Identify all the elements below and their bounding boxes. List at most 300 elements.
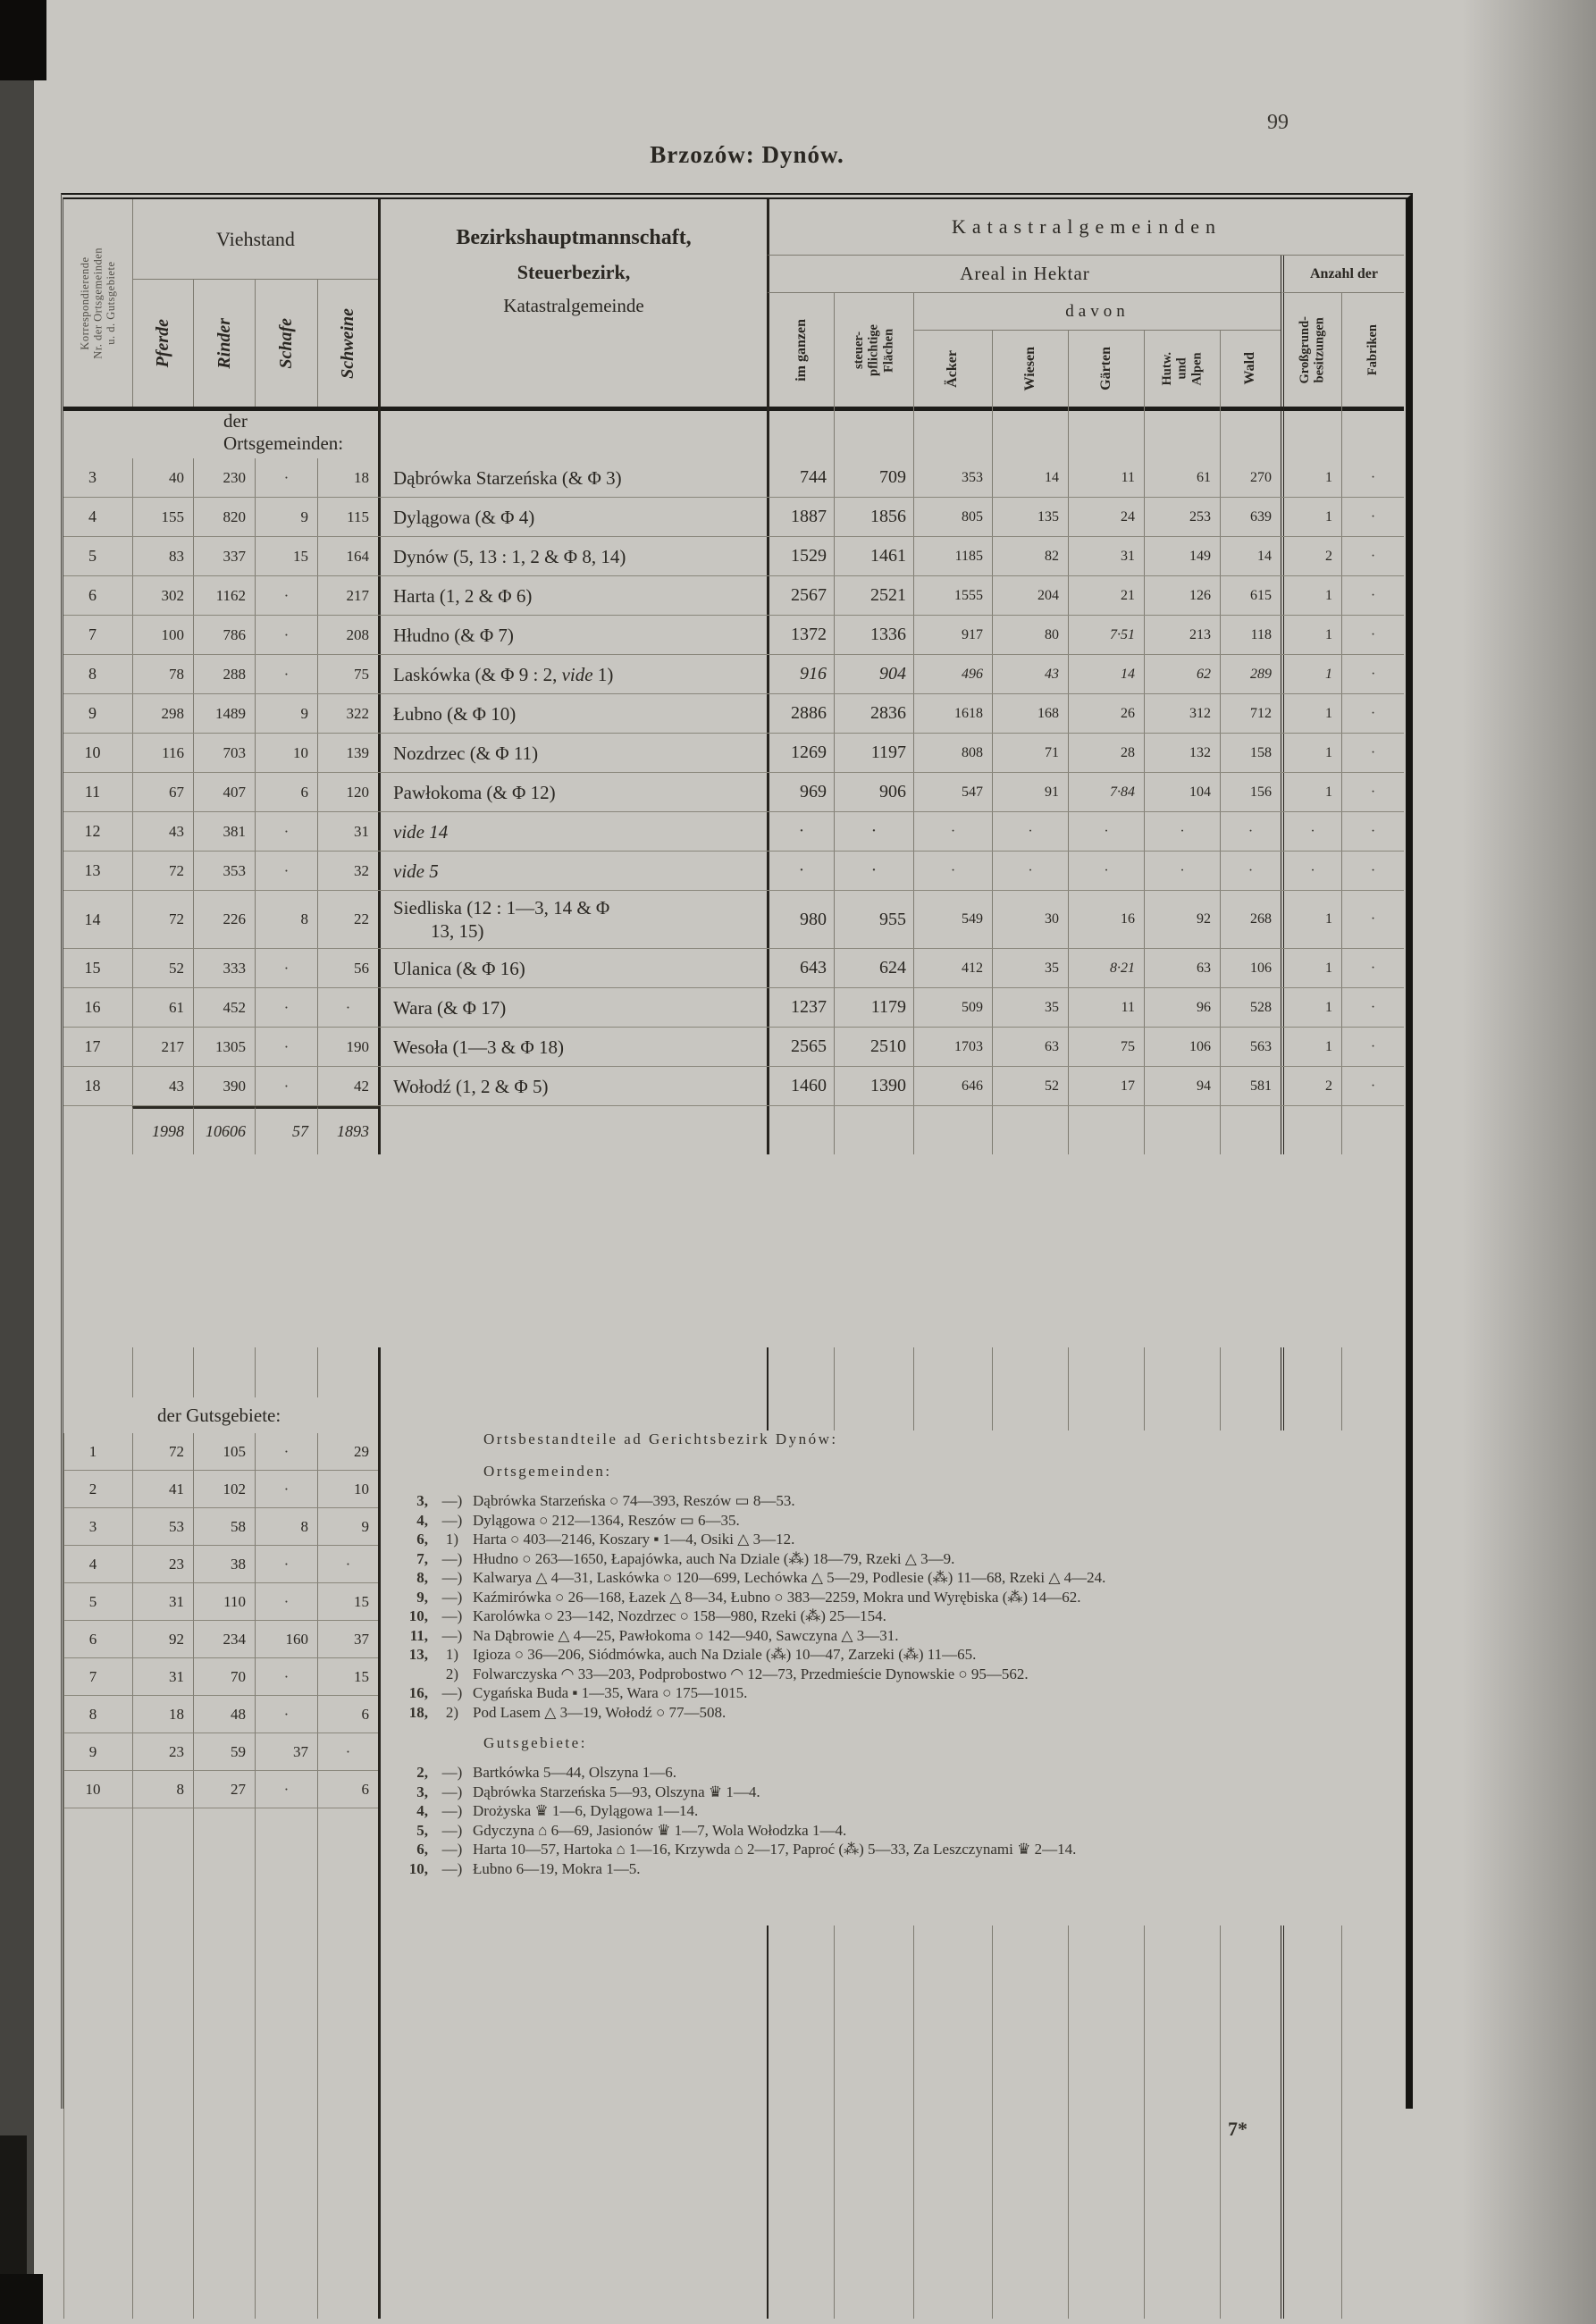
value-cell: · xyxy=(1341,498,1404,536)
value-cell: 353 xyxy=(913,458,992,497)
name-cell xyxy=(378,1106,767,1154)
row-number-cell: 6 xyxy=(88,586,97,604)
katastralgemeinde-name: Łubno (& Φ 10) xyxy=(378,694,767,733)
value-cell: · xyxy=(1220,852,1281,890)
table-row xyxy=(63,988,1404,1028)
footnote-item xyxy=(392,1859,1393,1879)
footnote-text: Dylągowa ○ 212—1364, Reszów ▭ 6—35. xyxy=(473,1511,740,1529)
table-row xyxy=(63,734,1404,773)
section-label: der Gutsgebiete: xyxy=(157,1404,281,1426)
column-rule xyxy=(767,1347,834,1430)
value-cell: 2565 xyxy=(767,1028,834,1066)
row-number-cell: 16 xyxy=(84,998,101,1016)
value-cell: 289 xyxy=(1220,655,1281,693)
value-cell: 1856 xyxy=(834,498,913,536)
value-cell: 312 xyxy=(1144,694,1220,733)
viehstand-cell: · xyxy=(255,1028,317,1066)
value-cell: 969 xyxy=(767,773,834,811)
viehstand-cell: · xyxy=(317,1546,378,1583)
viehstand-cell: 18 xyxy=(317,458,378,497)
value-cell: · xyxy=(1341,949,1404,987)
value-cell: 213 xyxy=(1144,616,1220,654)
footnote-item xyxy=(392,1821,1393,1841)
viehstand-cell: 8 xyxy=(255,891,317,948)
name-cell xyxy=(378,407,767,458)
column-rule xyxy=(992,1925,1068,2319)
table-row xyxy=(63,773,1404,812)
value-cell: 2 xyxy=(1281,1067,1341,1105)
katastralgemeinde-name: Wesoła (1—3 & Φ 18) xyxy=(378,1028,767,1066)
viehstand-cell: · xyxy=(255,1433,317,1471)
value-cell: · xyxy=(1341,537,1404,575)
footnote-text: Dąbrówka Starzeńska 5—93, Olszyna ♛ 1—4. xyxy=(473,1783,760,1800)
column-rule xyxy=(913,1925,992,2319)
viehstand-cell: 9 xyxy=(255,694,317,733)
table-row xyxy=(63,949,1404,988)
viehstand-cell: 32 xyxy=(317,852,378,890)
value-cell: · xyxy=(1281,812,1341,851)
value-cell: 106 xyxy=(1220,949,1281,987)
value-cell: 14 xyxy=(1220,537,1281,575)
footnote-sub: 1) xyxy=(445,1646,459,1663)
column-rule xyxy=(913,1347,992,1430)
katastralgemeinde-name: Nozdrzec (& Φ 11) xyxy=(378,734,767,772)
gaerten-column-header: Gärten xyxy=(1068,331,1144,407)
viehstand-cell: · xyxy=(255,988,317,1027)
value-cell: 1887 xyxy=(767,498,834,536)
value-cell: 1179 xyxy=(834,988,913,1027)
value-cell: 126 xyxy=(1144,576,1220,615)
anzahl-der-header: Anzahl der xyxy=(1281,256,1404,293)
scan-blob-bottom-left xyxy=(0,2274,43,2324)
footnote-nr: 2, xyxy=(416,1764,428,1781)
viehstand-cell: 6 xyxy=(317,1771,378,1808)
footnote-sub: —) xyxy=(441,1783,463,1800)
column-rule xyxy=(834,1925,913,2319)
footnote-text: Folwarczyska ◠ 33—203, Podprobostwo ◠ 12—73, Przedmieście Dynowskie ○ 95—562. xyxy=(473,1665,1029,1682)
viehstand-cell: · xyxy=(255,1471,317,1508)
value-cell: 2510 xyxy=(834,1028,913,1066)
footnote-item xyxy=(392,1645,1393,1665)
spacer-cell xyxy=(255,1347,317,1397)
row-number-cell: 15 xyxy=(84,959,101,977)
value-cell: · xyxy=(992,812,1068,851)
value-cell: 268 xyxy=(1220,891,1281,948)
signature-mark: 7* xyxy=(1228,2118,1247,2140)
viehstand-cell: 10 xyxy=(255,734,317,772)
viehstand-cell: 164 xyxy=(317,537,378,575)
fabriken-column-header: Fabriken xyxy=(1341,293,1404,407)
value-cell: 509 xyxy=(913,988,992,1027)
value-cell: 916 xyxy=(767,655,834,693)
value-cell: 62 xyxy=(1144,655,1220,693)
value-cell: 1461 xyxy=(834,537,913,575)
viehstand-cell: 820 xyxy=(193,498,255,536)
viehstand-cell: 139 xyxy=(317,734,378,772)
value-cell: 2836 xyxy=(834,694,913,733)
value-cell: · xyxy=(913,852,992,890)
viehstand-cell: · xyxy=(255,1546,317,1583)
value-cell: 43 xyxy=(992,655,1068,693)
value-cell: · xyxy=(1341,1067,1404,1105)
nr-header-line: Korrespondierende xyxy=(78,256,91,350)
table-row xyxy=(63,1067,1404,1106)
value-cell: 1 xyxy=(1281,694,1341,733)
footnote-sub: —) xyxy=(441,1821,463,1839)
ortsgemeinden-rows xyxy=(63,407,1404,1154)
row-number-cell: 14 xyxy=(84,910,101,928)
steuerpflichtige-column-header: steuer- pflichtige Flächen xyxy=(834,293,913,407)
value-cell: 26 xyxy=(1068,694,1144,733)
value-cell: 253 xyxy=(1144,498,1220,536)
bezirk-column-header xyxy=(378,199,767,407)
value-cell: · xyxy=(1341,576,1404,615)
footnote-nr xyxy=(392,1665,432,1684)
bezirk-line-1: Bezirkshauptmannschaft, xyxy=(456,226,692,249)
viehstand-cell: 353 xyxy=(193,852,255,890)
viehstand-cell: 40 xyxy=(132,458,193,497)
viehstand-cell: 8 xyxy=(255,1508,317,1546)
katastralgemeinden-header: Katastralgemeinden xyxy=(767,199,1404,256)
value-cell: · xyxy=(1341,458,1404,497)
viehstand-cell: 38 xyxy=(193,1546,255,1583)
value-cell xyxy=(1220,1106,1281,1154)
katastralgemeinde-name: Laskówka (& Φ 9 : 2, vide 1) xyxy=(378,655,767,693)
value-cell: 91 xyxy=(992,773,1068,811)
footnote-nr: 18, xyxy=(408,1703,428,1721)
footnote-item xyxy=(392,1607,1393,1626)
sum-cell: 10606 xyxy=(193,1106,255,1154)
footnote-sub: —) xyxy=(441,1607,463,1624)
footnote-sub: —) xyxy=(441,1549,463,1567)
footnote-sub: 2) xyxy=(445,1703,459,1721)
viehstand-cell: 6 xyxy=(255,773,317,811)
row-number-cell: 8 xyxy=(63,1696,132,1733)
viehstand-cell: 22 xyxy=(317,891,378,948)
value-cell: 955 xyxy=(834,891,913,948)
viehstand-cell: · xyxy=(255,812,317,851)
katastralgemeinde-name: Wołodź (1, 2 & Φ 5) xyxy=(378,1067,767,1105)
viehstand-cell: 1489 xyxy=(193,694,255,733)
viehstand-cell: 72 xyxy=(132,852,193,890)
footnote-text: Harta 10—57, Hartoka ⌂ 1—16, Krzywda ⌂ 2—17, Paproć (⁂) 5—33, Za Leszczynami ♛ 2—14. xyxy=(473,1841,1077,1858)
viehstand-cell: 41 xyxy=(132,1471,193,1508)
acker-column-header: Äcker xyxy=(913,331,992,407)
katastralgemeinde-name: Dąbrówka Starzeńska (& Φ 3) xyxy=(378,458,767,497)
katastralgemeinde-name: vide 14 xyxy=(378,812,767,851)
page-title: Brzozów: Dynów. xyxy=(650,141,844,168)
viehstand-header: Viehstand xyxy=(132,199,378,280)
footnote-sub: —) xyxy=(441,1764,463,1781)
footnote-text: Karolówka ○ 23—142, Nozdrzec ○ 158—980, Rzeki (⁂) 25—154. xyxy=(473,1607,886,1624)
row-number-cell: 5 xyxy=(63,1583,132,1621)
viehstand-cell: 42 xyxy=(317,1067,378,1105)
value-cell xyxy=(1068,1106,1144,1154)
viehstand-cell: 102 xyxy=(193,1471,255,1508)
value-cell: · xyxy=(1341,812,1404,851)
footnote-text: Łubno 6—19, Mokra 1—5. xyxy=(473,1859,641,1877)
viehstand-cell: 9 xyxy=(317,1508,378,1546)
table-row xyxy=(63,1028,1404,1067)
footnote-sub: —) xyxy=(441,1841,463,1858)
viehstand-cell: 226 xyxy=(193,891,255,948)
footnote-sub: —) xyxy=(441,1626,463,1644)
viehstand-cell: 1305 xyxy=(193,1028,255,1066)
value-cell: 1 xyxy=(1281,576,1341,615)
value-cell: 1197 xyxy=(834,734,913,772)
value-cell: 1618 xyxy=(913,694,992,733)
viehstand-cell: 288 xyxy=(193,655,255,693)
value-cell: 624 xyxy=(834,949,913,987)
viehstand-cell: 116 xyxy=(132,734,193,772)
value-cell: 31 xyxy=(1068,537,1144,575)
footnote-item xyxy=(392,1511,1393,1531)
value-cell: · xyxy=(767,812,834,851)
footnote-sub: —) xyxy=(441,1684,463,1701)
viehstand-cell: 333 xyxy=(193,949,255,987)
row-number-cell: 9 xyxy=(63,1733,132,1771)
value-cell: 1 xyxy=(1281,734,1341,772)
value-cell: 808 xyxy=(913,734,992,772)
value-cell: 1 xyxy=(1281,949,1341,987)
footnote-item xyxy=(392,1763,1393,1783)
footnote-text: Kalwarya △ 4—31, Laskówka ○ 120—699, Lechówka △ 5—29, Podlesie (⁂) 11—68, Rzeki △ 4—24. xyxy=(473,1569,1106,1586)
value-cell: 156 xyxy=(1220,773,1281,811)
value-cell: · xyxy=(767,852,834,890)
footnote-item xyxy=(392,1588,1393,1607)
footnote-sub: —) xyxy=(441,1511,463,1529)
pferde-column-header: Pferde xyxy=(132,280,193,407)
wiesen-column-header: Wiesen xyxy=(992,331,1068,407)
viehstand-cell: 208 xyxy=(317,616,378,654)
empty-cell xyxy=(63,1808,132,2319)
footnote-text: Harta ○ 403—2146, Koszary ▪ 1—4, Osiki △ 3—12. xyxy=(473,1531,795,1548)
viehstand-cell: 23 xyxy=(132,1733,193,1771)
table-row xyxy=(63,458,1404,498)
footnote-nr: 5, xyxy=(416,1821,428,1839)
value-cell: 52 xyxy=(992,1067,1068,1105)
column-rule xyxy=(1341,1925,1404,2319)
footnotes-gutsgebiete-label: Gutsgebiete: xyxy=(483,1734,587,1751)
value-cell: 75 xyxy=(1068,1028,1144,1066)
areal-header: Areal in Hektar xyxy=(767,256,1281,293)
value-cell: 1 xyxy=(1281,773,1341,811)
value-cell xyxy=(767,1106,834,1154)
katastralgemeinde-name: Dylągowa (& Φ 4) xyxy=(378,498,767,536)
value-cell: 917 xyxy=(913,616,992,654)
footnote-text: Gdyczyna ⌂ 6—69, Jasionów ♛ 1—7, Wola Wołodzka 1—4. xyxy=(473,1821,847,1839)
row-number-cell: 3 xyxy=(63,1508,132,1546)
empty-cell xyxy=(255,1808,317,2319)
footnote-text: Cygańska Buda ▪ 1—35, Wara ○ 175—1015. xyxy=(473,1684,748,1701)
row-number-cell: 7 xyxy=(63,1658,132,1696)
value-cell: 1 xyxy=(1281,498,1341,536)
value-cell xyxy=(1341,1106,1404,1154)
value-cell: 2567 xyxy=(767,576,834,615)
footnote-text: Na Dąbrowie △ 4—25, Pawłokoma ○ 142—940, Sawczyna △ 3—31. xyxy=(473,1626,899,1644)
value-cell: · xyxy=(1341,773,1404,811)
value-cell: · xyxy=(1341,616,1404,654)
footnote-text: Kaźmirówka ○ 26—168, Łazek △ 8—34, Łubno ○ 383—2259, Mokra und Wyrębiska (⁂) 14—62. xyxy=(473,1588,1081,1606)
viehstand-cell: 390 xyxy=(193,1067,255,1105)
value-cell xyxy=(1341,407,1404,458)
katastralgemeinde-name: Wara (& Φ 17) xyxy=(378,988,767,1027)
value-cell: 106 xyxy=(1144,1028,1220,1066)
value-cell xyxy=(992,1106,1068,1154)
viehstand-cell: 230 xyxy=(193,458,255,497)
value-cell: 270 xyxy=(1220,458,1281,497)
value-cell: 168 xyxy=(992,694,1068,733)
row-number-cell xyxy=(63,1106,132,1154)
value-cell: 35 xyxy=(992,949,1068,987)
viehstand-cell: 10 xyxy=(317,1471,378,1508)
footnote-nr: 13, xyxy=(408,1646,428,1663)
viehstand-cell: 31 xyxy=(132,1583,193,1621)
value-cell: 1185 xyxy=(913,537,992,575)
value-cell: 615 xyxy=(1220,576,1281,615)
katastralgemeinde-name: vide 5 xyxy=(378,852,767,890)
viehstand-cell: 43 xyxy=(132,1067,193,1105)
footnote-text: Drożyska ♛ 1—6, Dylągowa 1—14. xyxy=(473,1802,699,1819)
footnote-nr: 4, xyxy=(416,1802,428,1819)
rinder-column-header: Rinder xyxy=(193,280,255,407)
column-rule xyxy=(1068,1347,1144,1430)
scan-edge-left xyxy=(0,0,34,2324)
viehstand-cell: 234 xyxy=(193,1621,255,1658)
footnote-item xyxy=(392,1683,1393,1703)
katastralgemeinde-name: Hłudno (& Φ 7) xyxy=(378,616,767,654)
viehstand-cell: · xyxy=(255,949,317,987)
viehstand-cell: 92 xyxy=(132,1621,193,1658)
viehstand-cell: 322 xyxy=(317,694,378,733)
row-number-cell: 2 xyxy=(63,1471,132,1508)
table-header xyxy=(63,199,1404,411)
footnote-item xyxy=(392,1549,1393,1569)
value-cell: 904 xyxy=(834,655,913,693)
footnote-nr: 10, xyxy=(408,1859,428,1877)
value-cell: 11 xyxy=(1068,458,1144,497)
footnote-text: Pod Lasem △ 3—19, Wołodź ○ 77—508. xyxy=(473,1703,727,1721)
row-number-cell: 7 xyxy=(88,625,97,643)
value-cell xyxy=(1144,1106,1220,1154)
footnote-sub: —) xyxy=(441,1859,463,1877)
viehstand-cell: 48 xyxy=(193,1696,255,1733)
value-cell: 14 xyxy=(992,458,1068,497)
value-cell: 17 xyxy=(1068,1067,1144,1105)
footnote-sub: —) xyxy=(441,1802,463,1819)
spacer-cell xyxy=(193,1347,255,1397)
footnote-item xyxy=(392,1703,1393,1723)
viehstand-cell: · xyxy=(255,1771,317,1808)
viehstand-cell: · xyxy=(255,616,317,654)
value-cell: · xyxy=(834,852,913,890)
viehstand-cell: 15 xyxy=(255,537,317,575)
footnote-sub: —) xyxy=(441,1569,463,1586)
viehstand-cell: · xyxy=(255,655,317,693)
value-cell: 158 xyxy=(1220,734,1281,772)
value-cell: · xyxy=(1341,988,1404,1027)
viehstand-cell: · xyxy=(255,1658,317,1696)
table-row xyxy=(63,852,1404,891)
footnote-sub: —) xyxy=(441,1588,463,1606)
empty-cell xyxy=(132,1808,193,2319)
value-cell: 1269 xyxy=(767,734,834,772)
viehstand-cell: 15 xyxy=(317,1658,378,1696)
value-cell: 906 xyxy=(834,773,913,811)
table-row xyxy=(63,498,1404,537)
viehstand-cell: 302 xyxy=(132,576,193,615)
value-cell: · xyxy=(1144,812,1220,851)
value-cell: 1 xyxy=(1281,458,1341,497)
row-number-cell: 8 xyxy=(88,665,97,683)
value-cell: 11 xyxy=(1068,988,1144,1027)
row-number-cell: 11 xyxy=(84,783,101,801)
viehstand-cell: 56 xyxy=(317,949,378,987)
spacer xyxy=(392,1722,1393,1734)
table-row xyxy=(63,576,1404,616)
value-cell: 709 xyxy=(834,458,913,497)
viehstand-cell: · xyxy=(255,852,317,890)
row-number-cell: 1 xyxy=(63,1433,132,1471)
viehstand-cell: 105 xyxy=(193,1433,255,1471)
value-cell: · xyxy=(1341,852,1404,890)
bezirk-line-2: Steuerbezirk, xyxy=(517,261,631,283)
value-cell xyxy=(1281,1106,1341,1154)
value-cell: 204 xyxy=(992,576,1068,615)
viehstand-cell: · xyxy=(255,576,317,615)
viehstand-cell: · xyxy=(255,1583,317,1621)
row-number-cell: 13 xyxy=(84,861,101,879)
footnote-item xyxy=(392,1530,1393,1549)
value-cell xyxy=(834,1106,913,1154)
nr-header-line: u. d. Gutsgebiete xyxy=(104,261,117,345)
viehstand-cell: 58 xyxy=(193,1508,255,1546)
value-cell: 1390 xyxy=(834,1067,913,1105)
viehstand-cell: 452 xyxy=(193,988,255,1027)
column-rule xyxy=(1220,1347,1281,1430)
value-cell: 16 xyxy=(1068,891,1144,948)
value-cell: 80 xyxy=(992,616,1068,654)
value-cell: 496 xyxy=(913,655,992,693)
viehstand-cell: 23 xyxy=(132,1546,193,1583)
nr-column-header xyxy=(63,199,132,407)
wald-column-header: Wald xyxy=(1220,331,1281,407)
viehstand-cell: 59 xyxy=(193,1733,255,1771)
row-number-cell: 9 xyxy=(88,704,97,722)
row-number-cell: 4 xyxy=(88,508,97,525)
value-cell xyxy=(767,407,834,458)
nr-header-line: Nr. der Ortsgemeinden xyxy=(91,247,105,359)
footnote-item xyxy=(392,1665,1393,1684)
value-cell: 2521 xyxy=(834,576,913,615)
viehstand-cell: 61 xyxy=(132,988,193,1027)
column-rule xyxy=(834,1347,913,1430)
viehstand-cell: 53 xyxy=(132,1508,193,1546)
katastralgemeinde-name: Pawłokoma (& Φ 12) xyxy=(378,773,767,811)
row-number-cell: 18 xyxy=(84,1077,101,1095)
table-row xyxy=(63,812,1404,852)
table-row xyxy=(63,537,1404,576)
value-cell: 132 xyxy=(1144,734,1220,772)
value-cell: 21 xyxy=(1068,576,1144,615)
value-cell xyxy=(1068,407,1144,458)
footnote-item xyxy=(392,1568,1393,1588)
column-rule xyxy=(1281,1347,1341,1430)
viehstand-cell: 52 xyxy=(132,949,193,987)
value-cell: 2886 xyxy=(767,694,834,733)
viehstand-cell: 29 xyxy=(317,1433,378,1471)
sum-row xyxy=(63,1106,1404,1154)
